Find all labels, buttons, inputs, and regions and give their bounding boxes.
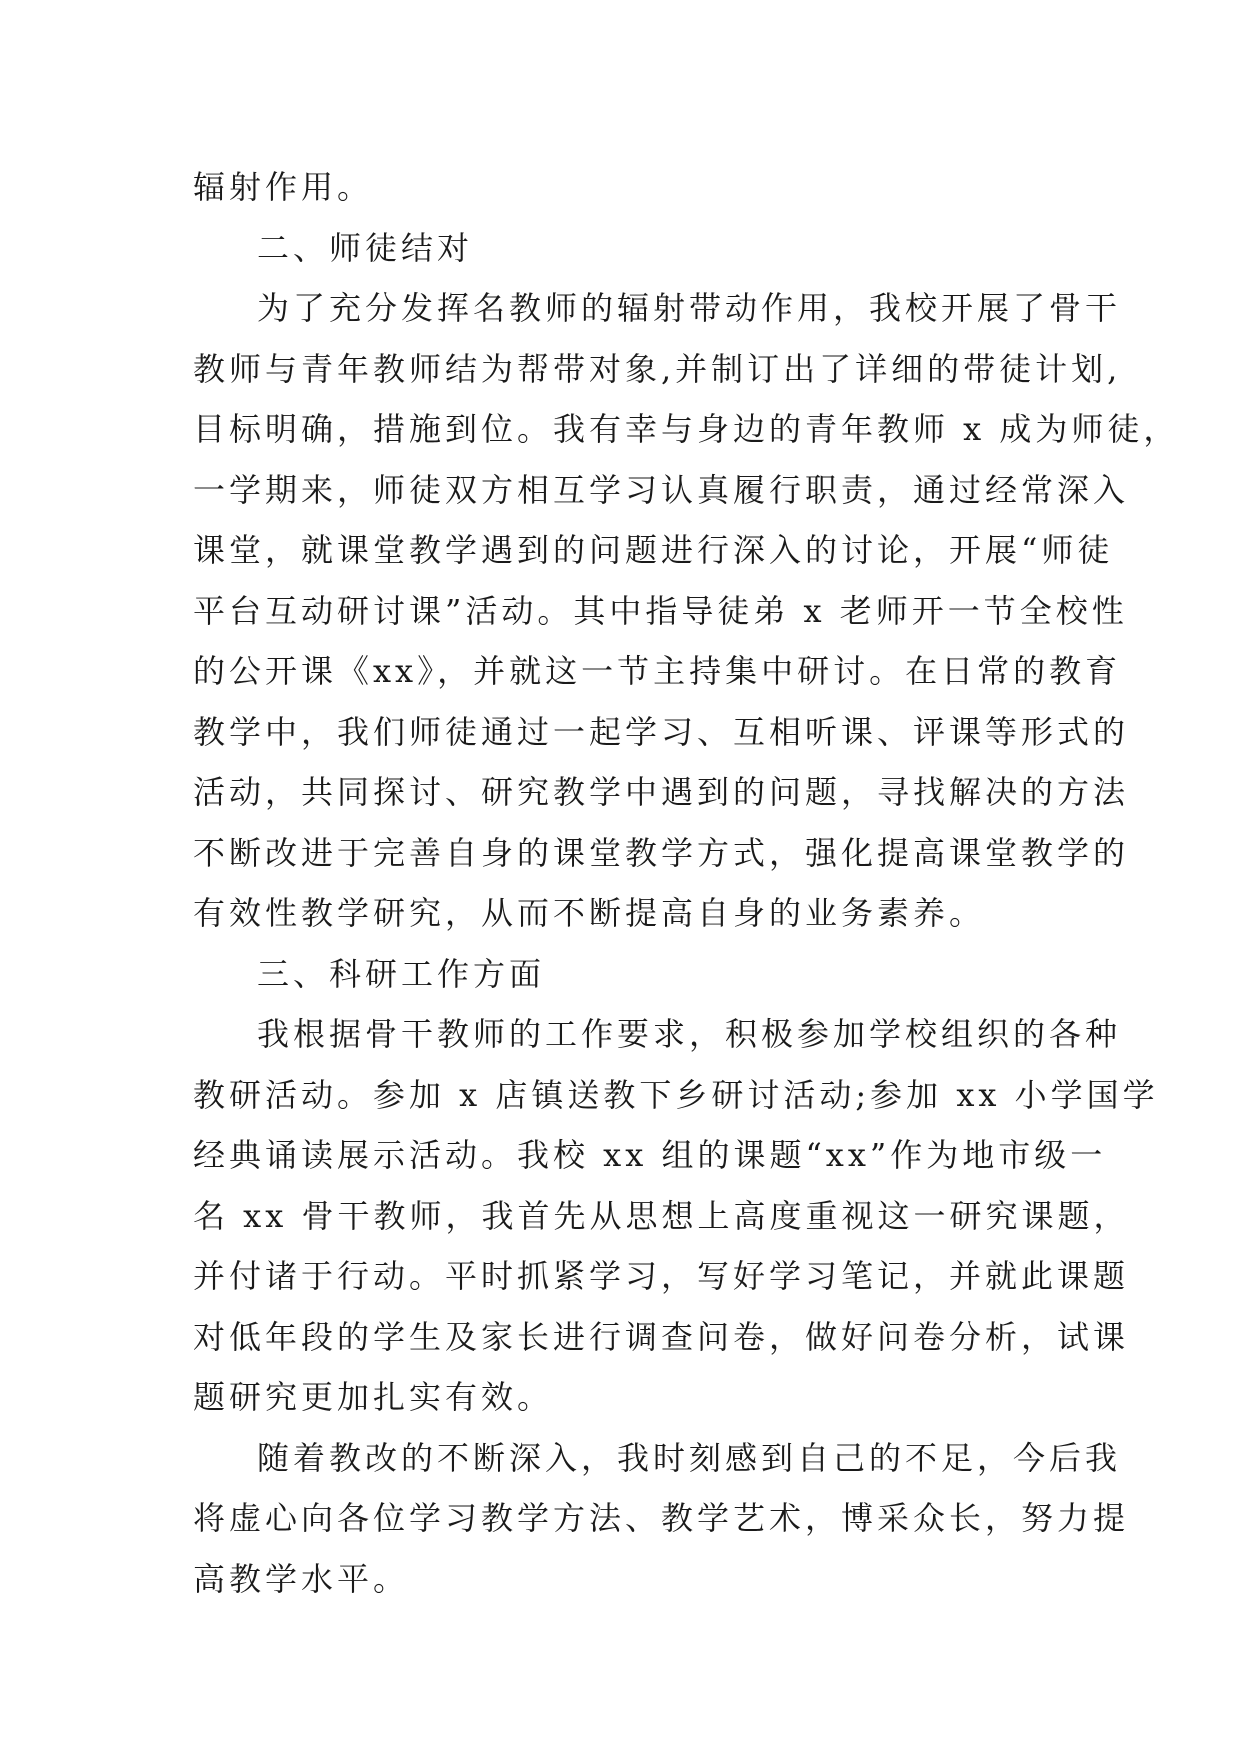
text-line: 名 xx 骨干教师，我首先从思想上高度重视这一研究课题， <box>193 1196 1130 1235</box>
text-line: 题研究更加扎实有效。 <box>193 1378 554 1416</box>
text-line: 教师与青年教师结为帮带对象,并制订出了详细的带徒计划, <box>193 349 1122 388</box>
text-line: 为了充分发挥名教师的辐射带动作用，我校开展了骨干 <box>257 289 1122 327</box>
document-body <box>193 157 1180 1609</box>
text-line: 随着教改的不断深入，我时刻感到自己的不足，今后我 <box>257 1438 1122 1477</box>
text-line: 将虚心向各位学习教学方法、教学艺术，博采众长，努力提 <box>193 1499 1130 1537</box>
text-line: 对低年段的学生及家长进行调查问卷，做好问卷分析，试课 <box>193 1317 1130 1356</box>
section-heading-2: 二、师徒结对 <box>257 228 474 267</box>
text-line: 一学期来，师徒双方相互学习认真履行职责，通过经常深入 <box>193 470 1130 509</box>
text-line: 并付诸于行动。平时抓紧学习，写好学习笔记，并就此课题 <box>193 1257 1130 1295</box>
text-line: 我根据骨干教师的工作要求，积极参加学校组织的各种 <box>257 1015 1122 1053</box>
text-line: 高教学水平。 <box>193 1559 410 1598</box>
text-line: 平台互动研讨课”活动。其中指导徒弟 x 老师开一节全校性 <box>193 591 1128 630</box>
text-line: 经典诵读展示活动。我校 xx 组的课题“xx”作为地市级一 <box>193 1136 1107 1174</box>
text-line: 教研活动。参加 x 店镇送教下乡研讨活动;参加 xx 小学国学 <box>193 1075 1159 1114</box>
section-heading-3: 三、科研工作方面 <box>257 954 546 993</box>
text-line: 活动，共同探讨、研究教学中遇到的问题，寻找解决的方法 <box>193 773 1130 811</box>
text-line: 目标明确，措施到位。我有幸与身边的青年教师 x 成为师徒， <box>193 410 1180 448</box>
text-line: 有效性教学研究，从而不断提高自身的业务素养。 <box>193 894 986 932</box>
text-line: 的公开课《xx》，并就这一节主持集中研讨。在日常的教育 <box>193 652 1122 690</box>
text-line: 课堂，就课堂教学遇到的问题进行深入的讨论，开展“师徒 <box>193 531 1114 569</box>
text-line: 教学中，我们师徒通过一起学习、互相听课、评课等形式的 <box>193 712 1130 751</box>
text-line: 不断改进于完善自身的课堂教学方式，强化提高课堂教学的 <box>193 833 1130 872</box>
text-line: 辐射作用。 <box>193 168 374 206</box>
